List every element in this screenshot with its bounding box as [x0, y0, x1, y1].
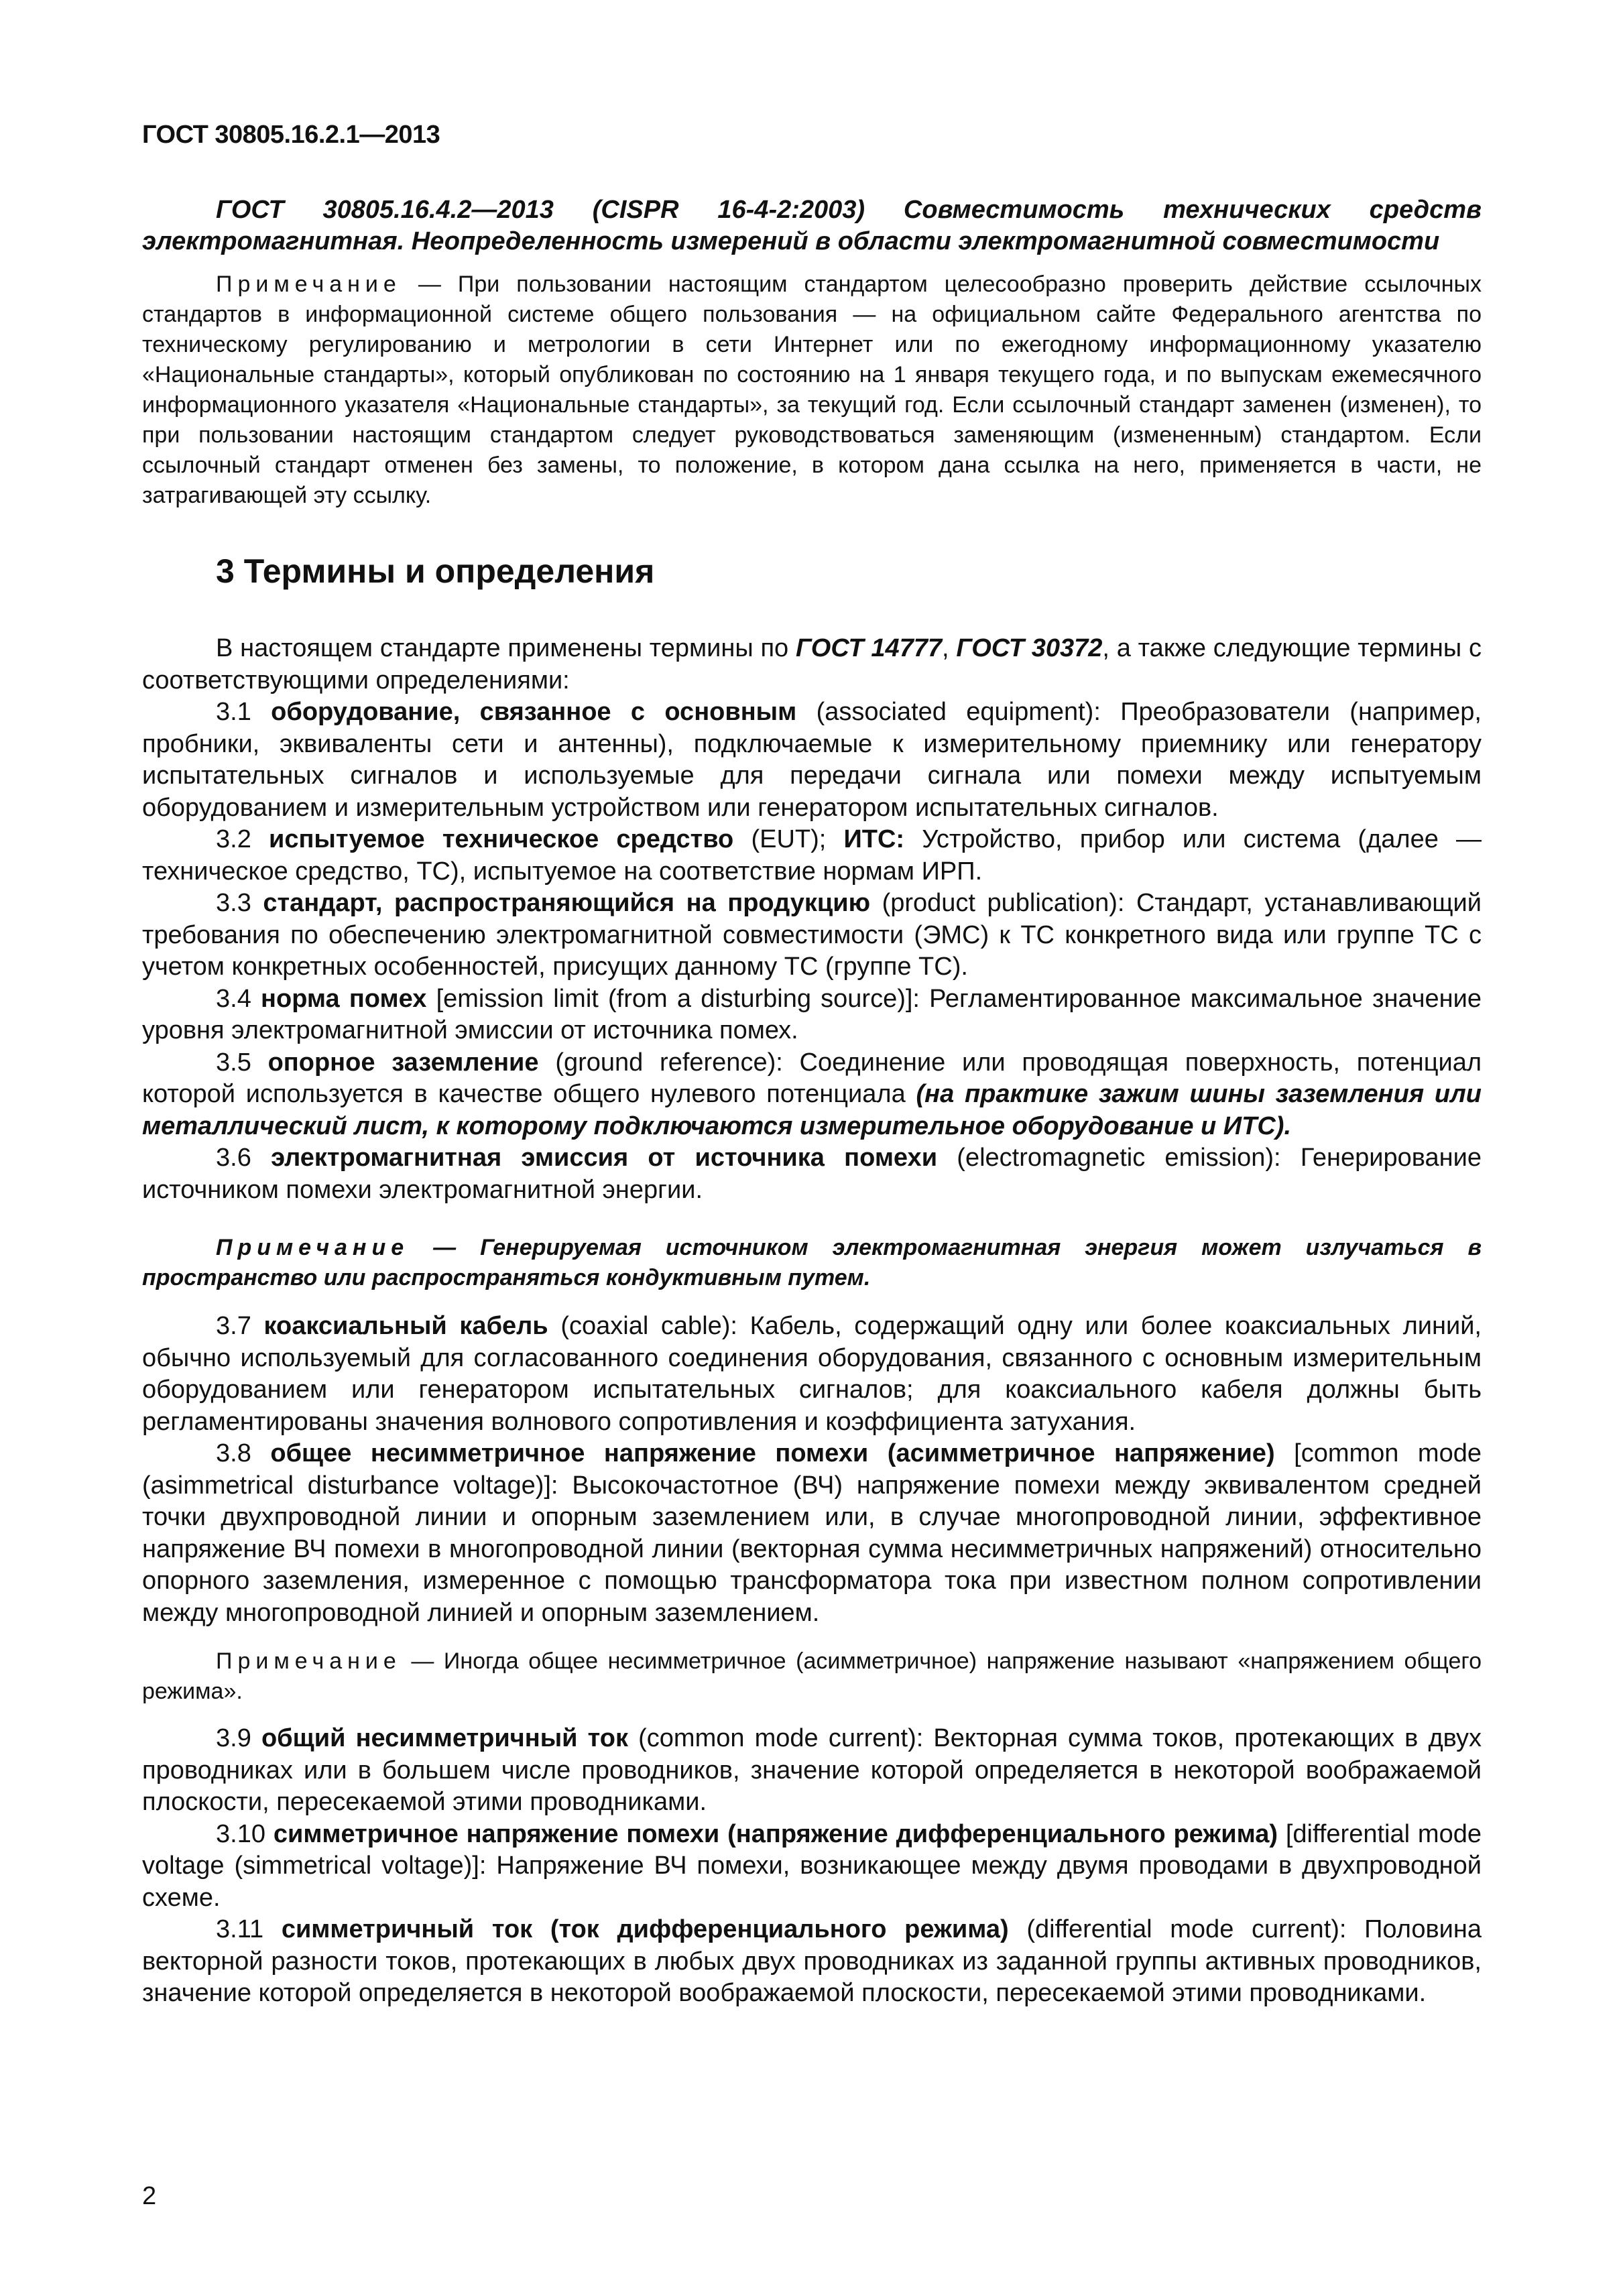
term-number: 3.9: [216, 1724, 261, 1752]
note-paragraph: [142, 269, 1482, 511]
term-entry: [142, 1311, 1482, 1438]
term-definition: (product publication): Стандарт, устанавливающий требования по обеспечению электромагнитной совместимости (ЭМС) к ТС конкретного вида или группе ТС с учетом конкретных особенностей, присущих данному ТС (группе ТС).: [142, 889, 1482, 981]
term-entry: [142, 1047, 1482, 1143]
intro-separator: ,: [942, 634, 957, 662]
term-number: 3.3: [216, 889, 263, 917]
term-name: норма помех: [261, 984, 427, 1013]
term-name: оборудование, связанное с основным: [271, 698, 797, 726]
term-name: опорное заземление: [267, 1048, 539, 1077]
term-entry: [142, 888, 1482, 983]
standard-reference-link: ГОСТ 30372: [956, 634, 1103, 662]
term-entry: [142, 1142, 1482, 1206]
term-name: симметричный ток (ток дифференциального режима): [281, 1915, 1009, 1943]
term-definition: (coaxial cable): Кабель, содержащий одну или более коаксиальных линий, обычно используемый для согласованного соединения оборудования, связанного с основным измерительным оборудованием или генератором испытательных сигналов; для коаксиального кабеля должны быть регламентированы значения волнового сопротивления и коэффициента затухания.: [142, 1312, 1482, 1436]
term-number: 3.2: [216, 825, 269, 853]
term-entry: [142, 1723, 1482, 1819]
term-definition: (common mode current): Векторная сумма токов, протекающих в двух проводниках или в большем числе проводников, значение которой определяется в некоторой воображаемой плоскости, пересекаемой этими проводниками.: [142, 1724, 1482, 1816]
note-paragraph: [142, 1233, 1482, 1293]
term-number: 3.7: [216, 1312, 264, 1340]
term-entry: [142, 697, 1482, 824]
term-number: 3.6: [216, 1144, 272, 1172]
term-definition: [emission limit (from a disturbing source)]: Регламентированное максимальное значение уровня электромагнитной эмиссии от источника помех.: [142, 984, 1482, 1044]
normative-reference-entry: ГОСТ 30805.16.4.2—2013 (CISPR 16-4-2:2003) Совместимость технических средств электромагнитная. Неопределенность измерений в области электромагнитной совместимости: [142, 196, 1482, 255]
term-definition: (differential mode current): Половина векторной разности токов, протекающих в любых двух проводниках из заданной группы активных проводников, значение которой определяется в некоторой воображаемой плоскости, пересекаемой этими проводниками.: [142, 1915, 1482, 2007]
term-definition: [differential mode voltage (simmetrical voltage)]: Напряжение ВЧ помехи, возникающее между двумя проводами в двухпроводной схеме.: [142, 1819, 1482, 1912]
note-label: Примечание: [216, 271, 402, 297]
note-text: — При пользовании настоящим стандартом целесообразно проверить действие ссылочных стандартов в информационной системе общего пользования — на официальном сайте Федерального агентства по техническому регулированию и метрологии в сети Интернет или по ежегодному информационному указателю «Национальные стандарты», который опубликован по состоянию на 1 января текущего года, и по выпускам ежемесячного информационного указателя «Национальные стандарты», за текущий год. Если ссылочный стандарт заменен (изменен), то при пользовании настоящим стандартом следует руководствоваться заменяющим (измененным) стандартом. Если ссылочный стандарт отменен без замены, то положение, в котором дана ссылка на него, применяется в части, не затрагивающей эту ссылку.: [142, 271, 1482, 508]
term-definition: (electromagnetic emission): Генерирование источником помехи электромагнитной энергии.: [142, 1144, 1482, 1204]
intro-text: , а также следующие термины с соответствующими определениями:: [142, 634, 1482, 694]
term-abbreviation: (EUT);: [733, 825, 844, 853]
note-text: — Иногда общее несимметричное (асимметричное) напряжение называют «напряжением общего режима».: [142, 1648, 1482, 1704]
term-name: испытуемое техническое средство: [268, 825, 734, 853]
intro-text: В настоящем стандарте применены термины по: [216, 634, 796, 662]
term-definition: Устройство, прибор или система (далее — техническое средство, ТС), испытуемое на соответствие нормам ИРП.: [142, 825, 1482, 886]
term-definition: [common mode (asimmetrical disturbance voltage)]: Высокочастотное (ВЧ) напряжение помехи между эквивалентом средней точки двухпроводной линии и опорным заземлением или, в случае многопроводной линии, эффективное напряжение ВЧ помехи в многопроводной линии (векторная сумма несимметричных напряжений) относительно опорного заземления, измеренное с помощью трансформатора тока при известном полном сопротивлении между многопроводной линией и опорным заземлением.: [142, 1439, 1482, 1627]
standard-reference-link: ГОСТ 14777: [795, 634, 943, 662]
term-number: 3.10: [216, 1819, 274, 1848]
section-heading: 3 Термины и определения: [216, 552, 655, 590]
term-definition: (associated equipment): Преобразователи (например, пробники, эквиваленты сети и антенны), подключаемые к измерительному приемнику или генератору испытательных сигналов и используемые для передачи сигнала или помехи между испытуемым оборудованием и измерительным устройством или генератором испытательных сигналов.: [142, 698, 1482, 822]
note-label: Примечание: [216, 1648, 402, 1674]
term-number: 3.5: [216, 1048, 268, 1077]
term-entry: [142, 1819, 1482, 1915]
intro-paragraph: [142, 633, 1482, 697]
page-content: [142, 194, 1482, 2010]
term-name: ИТС:: [843, 825, 905, 853]
term-emphasis: (на практике зажим шины заземления или металлический лист, к которому подключаются измерительное оборудование и ИТС).: [142, 1080, 1482, 1140]
term-name: симметричное напряжение помехи (напряжение дифференциального режима): [273, 1819, 1278, 1848]
note-paragraph: [142, 1646, 1482, 1707]
note-text: — Генерируемая источником электромагнитная энергия может излучаться в пространство или распространяться кондуктивным путем.: [142, 1235, 1482, 1290]
term-name: общее несимметричное напряжение помехи (асимметричное напряжение): [270, 1439, 1275, 1467]
term-name: стандарт, распространяющийся на продукцию: [263, 889, 871, 917]
term-entry: [142, 824, 1482, 888]
document-code-header: ГОСТ 30805.16.2.1—2013: [142, 121, 440, 149]
page-number: 2: [142, 2182, 157, 2210]
term-number: 3.8: [216, 1439, 271, 1467]
term-name: коаксиальный кабель: [263, 1312, 548, 1340]
term-entry: [142, 983, 1482, 1047]
term-name: общий несимметричный ток: [261, 1724, 628, 1752]
note-label: Примечание: [216, 1235, 410, 1260]
term-definition: (ground reference): Соединение или проводящая поверхность, потенциал которой используется в качестве общего нулевого потенциала: [142, 1048, 1482, 1108]
term-number: 3.4: [216, 984, 261, 1013]
term-name: электромагнитная эмиссия от источника помехи: [271, 1144, 938, 1172]
term-entry: [142, 1914, 1482, 2010]
term-entry: [142, 1438, 1482, 1629]
term-number: 3.1: [216, 698, 272, 726]
term-number: 3.11: [216, 1915, 282, 1943]
